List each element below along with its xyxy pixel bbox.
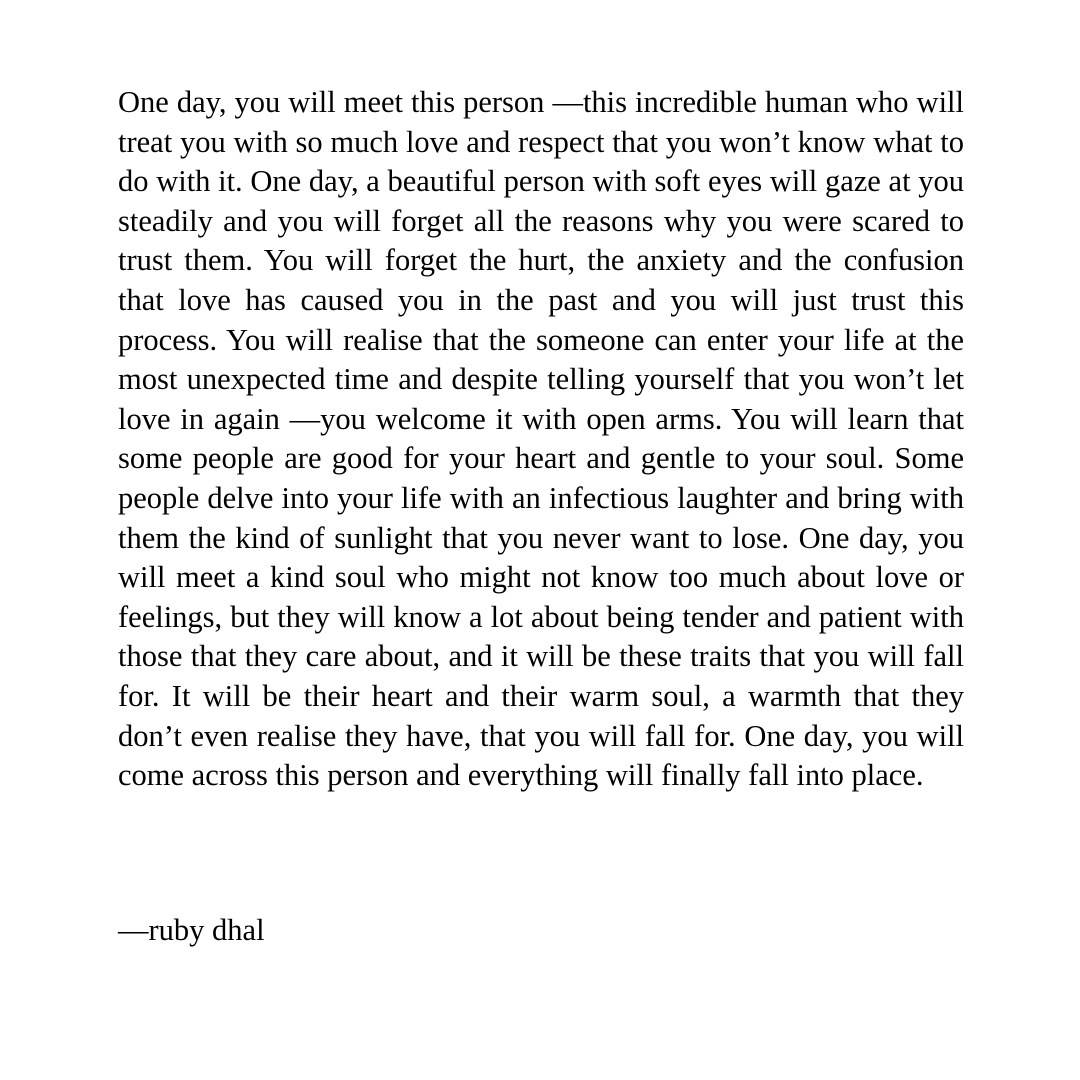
author-signature: —ruby dhal bbox=[118, 913, 265, 947]
poem-body: One day, you will meet this person —this incredible human who will treat you with so much love and respect that you won’t know what to do with it. One day, a beautiful person with soft eyes will gaze at you steadily and you will forget all the reasons why you were scared to trust them. You will forget the hurt, the anxiety and the confusion that love has caused you in the past and you will just trust this process. You will realise that the someone can enter your life at the most unexpected time and despite telling yourself that you won’t let love in again —you welcome it with open arms. You will learn that some people are good for your heart and gentle to your soul. Some people delve into your life with an infectious laughter and bring with them the kind of sunlight that you never want to lose. One day, you will meet a kind soul who might not know too much about love or feelings, but they will know a lot about being tender and patient with those that they care about, and it will be these traits that you will fall for. It will be their heart and their warm soul, a warmth that they don’t even realise they have, that you will fall for. One day, you will come across this person and everything will finally fall into place. bbox=[118, 85, 964, 793]
